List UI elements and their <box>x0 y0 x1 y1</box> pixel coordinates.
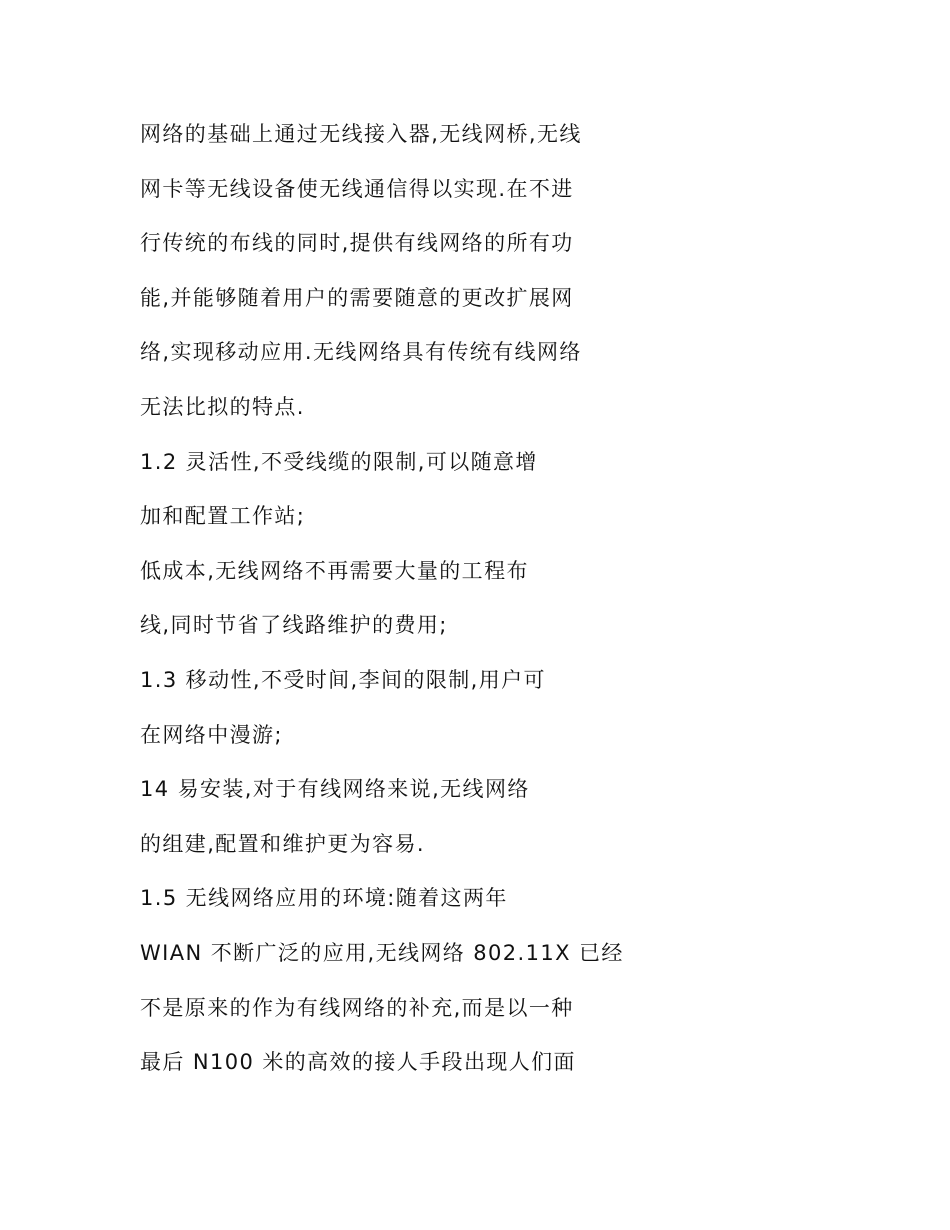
text-line: 在网络中漫游; <box>140 722 283 747</box>
text-line: 网络的基础上通过无线接入器,无线网桥,无线 <box>140 122 582 146</box>
text-line: 不是原来的作为有线网络的补充,而是以一种 <box>140 995 574 1020</box>
text-line: 最后 N100 米的高效的接人手段出现人们面 <box>140 1050 576 1075</box>
text-line: WIAN 不断广泛的应用,无线网络 802.11X 已经 <box>140 940 624 965</box>
text-line: 14 易安装,对于有线网络来说,无线网络 <box>140 777 530 802</box>
text-line: 网卡等无线设备使无线通信得以实现.在不进 <box>140 176 574 201</box>
text-line: 无法比拟的特点. <box>140 394 305 419</box>
text-line: 1.3 移动性,不受时间,李间的限制,用户可 <box>140 667 546 692</box>
text-line: 能,并能够随着用户的需要随意的更改扩展网 <box>140 285 574 310</box>
text-line: 络,实现移动应用.无线网络具有传统有线网络 <box>140 340 582 365</box>
text-line: 低成本,无线网络不再需要大量的工程布 <box>140 558 529 583</box>
text-line: 1.2 灵活性,不受线缆的限制,可以随意增 <box>140 449 538 474</box>
text-line: 1.5 无线网络应用的环境:随着这两年 <box>140 886 508 911</box>
text-line: 的组建,配置和维护更为容易. <box>140 831 425 856</box>
text-line: 加和配置工作站; <box>140 504 306 529</box>
text-line: 线,同时节省了线路维护的费用; <box>140 613 448 638</box>
text-line: 行传统的布线的同时,提供有线网络的所有功 <box>140 231 574 256</box>
body-text <box>140 116 920 1099</box>
